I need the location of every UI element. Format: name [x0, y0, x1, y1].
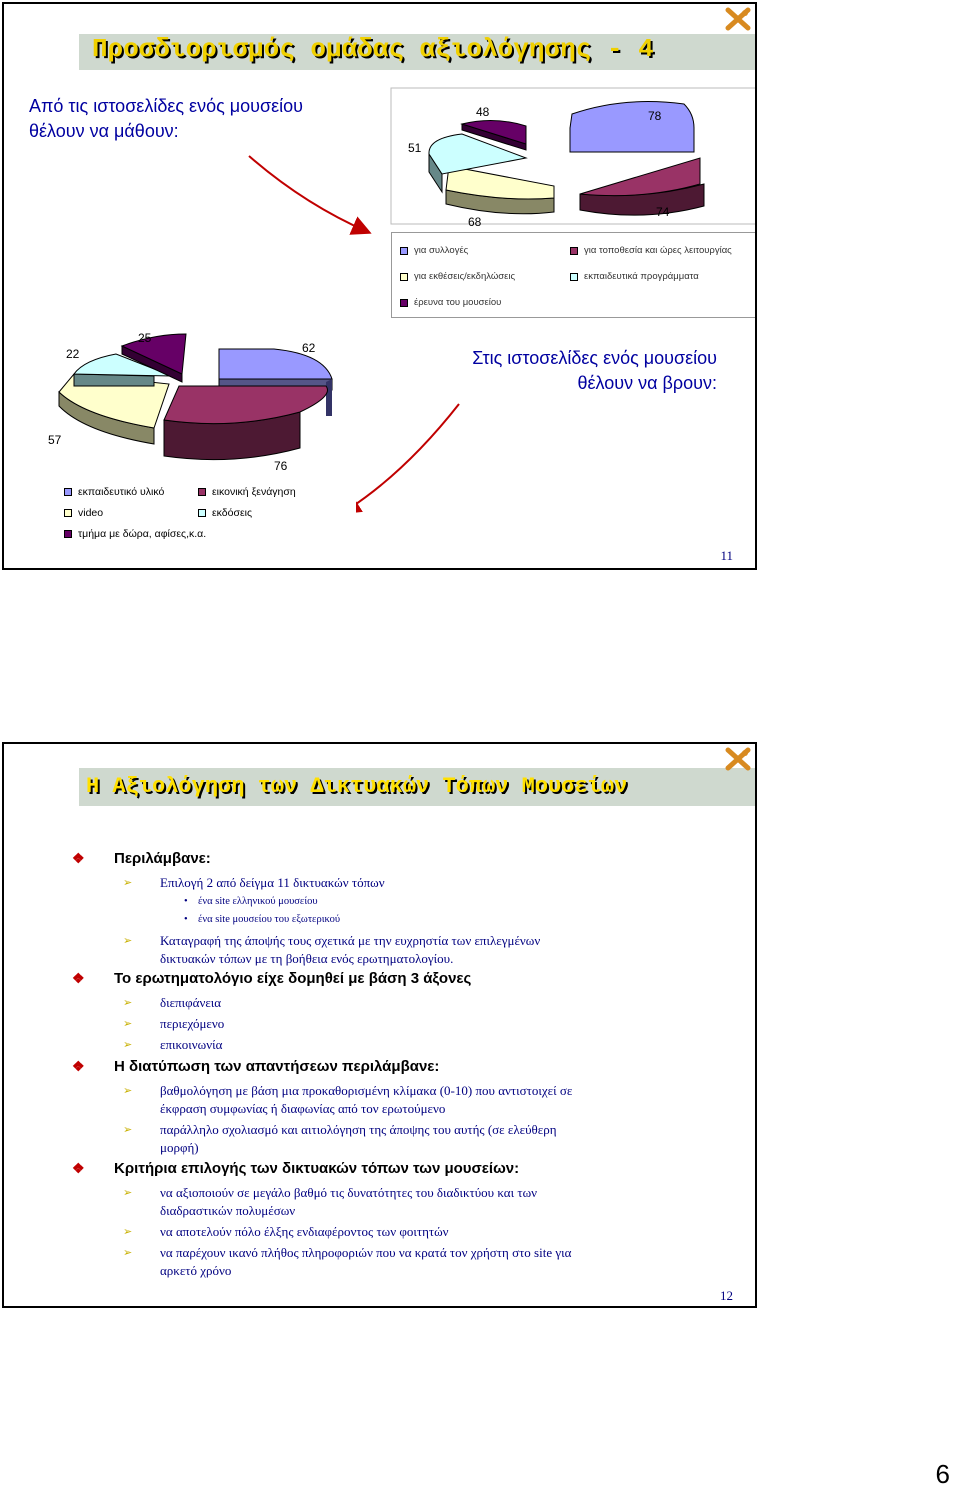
dot-bullet-icon: • — [184, 896, 188, 907]
pie-data-label: 25 — [138, 331, 152, 345]
chart2-legend — [56, 478, 356, 548]
legend-item: εκπαιδευτικό υλικό — [64, 486, 164, 498]
arrow-to-chart2 — [344, 404, 459, 512]
arrow-bullet-icon: ➢ — [123, 1018, 133, 1030]
heading-find-line2: θέλουν να βρουν: — [577, 373, 717, 393]
diamond-bullet-icon: ❖ — [72, 850, 85, 866]
arrow-bullet-icon: ➢ — [123, 1085, 133, 1097]
page-number: 6 — [935, 1459, 950, 1489]
sub-bullet-rating: ➢ βαθμολόγηση με βάση μια προκαθορισμένη κλίμακα (0-10) που αντιστοιχεί σε έκφραση συμφωνίας ή διαφωνίας από τον ερωτούμενο — [123, 1083, 573, 1116]
chart2-slices — [59, 334, 332, 460]
bullet-included: ❖ Περιλάμβανε: — [72, 850, 211, 867]
arrow-bullet-icon: ➢ — [123, 1247, 133, 1259]
legend-swatch — [570, 247, 578, 255]
arrow-bullet-icon: ➢ — [123, 877, 133, 889]
sub-sub-bullet-greek-site: • ένα site ελληνικού μουσείου — [184, 896, 318, 907]
legend-swatch — [64, 488, 72, 496]
diamond-bullet-icon: ❖ — [72, 1058, 85, 1074]
arrow-bullet-icon: ➢ — [123, 1187, 133, 1199]
heading-find-line1: Στις ιστοσελίδες ενός μουσείου — [472, 348, 717, 368]
sub-bullet-recording: ➢ Καταγραφή της άποψής τους σχετικά με την ευχρηστία των επιλεγμένων δικτυακών τόπων με τη βοήθεια ενός ερωτηματολογίου. — [123, 933, 541, 966]
legend-item: εκπαιδευτικά προγράμματα — [570, 271, 699, 282]
sub-bullet-content: ➢ περιεχόμενο — [123, 1016, 225, 1031]
slide-12 — [2, 742, 757, 1308]
legend-swatch — [198, 488, 206, 496]
bullet-questionnaire: ❖ Το ερωτηματολόγιο είχε δομηθεί με βάση 3 άξονες — [72, 970, 472, 987]
sub-bullet-communication: ➢ επικοινωνία — [123, 1037, 223, 1052]
slide-title: Προσδιορισμός ομάδας αξιολόγησης - 4 — [92, 34, 654, 64]
pie-data-label: 76 — [274, 459, 288, 473]
diamond-bullet-icon: ❖ — [72, 970, 85, 986]
pie-data-label: 57 — [48, 433, 62, 447]
legend-item: τμήμα με δώρα, αφίσες,κ.α. — [64, 528, 206, 540]
legend-swatch — [64, 530, 72, 538]
dot-bullet-icon: • — [184, 914, 188, 925]
legend-swatch — [400, 299, 408, 307]
legend-swatch — [64, 509, 72, 517]
legend-item: video — [64, 507, 103, 519]
arrow-bullet-icon: ➢ — [123, 1039, 133, 1051]
slide-11 — [2, 2, 757, 570]
bullet-answers: ❖ Η διατύπωση των απαντήσεων περιλάμβανε: — [72, 1058, 440, 1075]
pie-data-label: 68 — [468, 215, 482, 229]
heading-learn-line2: θέλουν να μάθουν: — [29, 121, 179, 141]
pie-slice-virtual-tour — [164, 386, 328, 460]
slide-number: 12 — [720, 1288, 733, 1303]
pie-data-label: 22 — [66, 347, 80, 361]
pie-data-label: 51 — [408, 141, 422, 155]
legend-item: εκδόσεις — [198, 507, 252, 519]
chart1-legend — [391, 232, 757, 318]
legend-swatch — [570, 273, 578, 281]
legend-item: εικονική ξενάγηση — [198, 486, 296, 498]
sub-bullet-leverage: ➢ να αξιοποιούν σε μεγάλο βαθμό τις δυνατότητες του διαδικτύου και των διαδραστικών πολυμέσων — [123, 1185, 538, 1218]
arrow-bullet-icon: ➢ — [123, 935, 133, 947]
slide-number: 11 — [720, 548, 733, 563]
legend-item: για τοποθεσία και ώρες λειτουργίας — [570, 245, 732, 256]
legend-item: έρευνα του μουσείου — [400, 297, 501, 308]
pie-slice-collections — [570, 102, 694, 152]
legend-swatch — [198, 509, 206, 517]
arrow-bullet-icon: ➢ — [123, 1226, 133, 1238]
legend-item: για συλλογές — [400, 245, 468, 256]
sub-bullet-attraction: ➢ να αποτελούν πόλο έλξης ενδιαφέροντος των φοιτητών — [123, 1224, 449, 1239]
bullet-criteria: ❖ Κριτήρια επιλογής των δικτυακών τόπων των μουσείων: — [72, 1160, 520, 1177]
sub-bullet-selection: ➢ Επιλογή 2 από δείγμα 11 δικτυακών τόπων — [123, 875, 385, 890]
diamond-bullet-icon: ❖ — [72, 1160, 85, 1176]
pie-data-label: 78 — [648, 109, 662, 123]
slide-title: Η Αξιολόγηση των Δικτυακών Τόπων Μουσείων — [86, 774, 628, 799]
legend-item: για εκθέσεις/εκδηλώσεις — [400, 271, 515, 282]
pie-data-label: 74 — [656, 205, 670, 219]
sub-bullet-commentary: ➢ παράλληλο σχολιασμό και αιτιολόγηση της άποψης του αυτής (σε ελεύθερη μορφή) — [123, 1122, 557, 1155]
legend-swatch — [400, 247, 408, 255]
logo-icon — [725, 746, 751, 772]
pie-data-label: 62 — [302, 341, 316, 355]
arrow-bullet-icon: ➢ — [123, 997, 133, 1009]
sub-bullet-information: ➢ να παρέχουν ικανό πλήθος πληροφοριών που να κρατά τον χρήστη στο site για αρκετό χρόνο — [123, 1245, 572, 1278]
pie-data-label: 48 — [476, 105, 490, 119]
sub-bullet-interface: ➢ διεπιφάνεια — [123, 995, 222, 1010]
sub-sub-bullet-foreign-site: • ένα site μουσείου του εξωτερικού — [184, 914, 341, 925]
heading-learn-line1: Από τις ιστοσελίδες ενός μουσείου — [29, 96, 303, 116]
arrow-to-chart1 — [249, 156, 368, 232]
legend-swatch — [400, 273, 408, 281]
arrow-bullet-icon: ➢ — [123, 1124, 133, 1136]
